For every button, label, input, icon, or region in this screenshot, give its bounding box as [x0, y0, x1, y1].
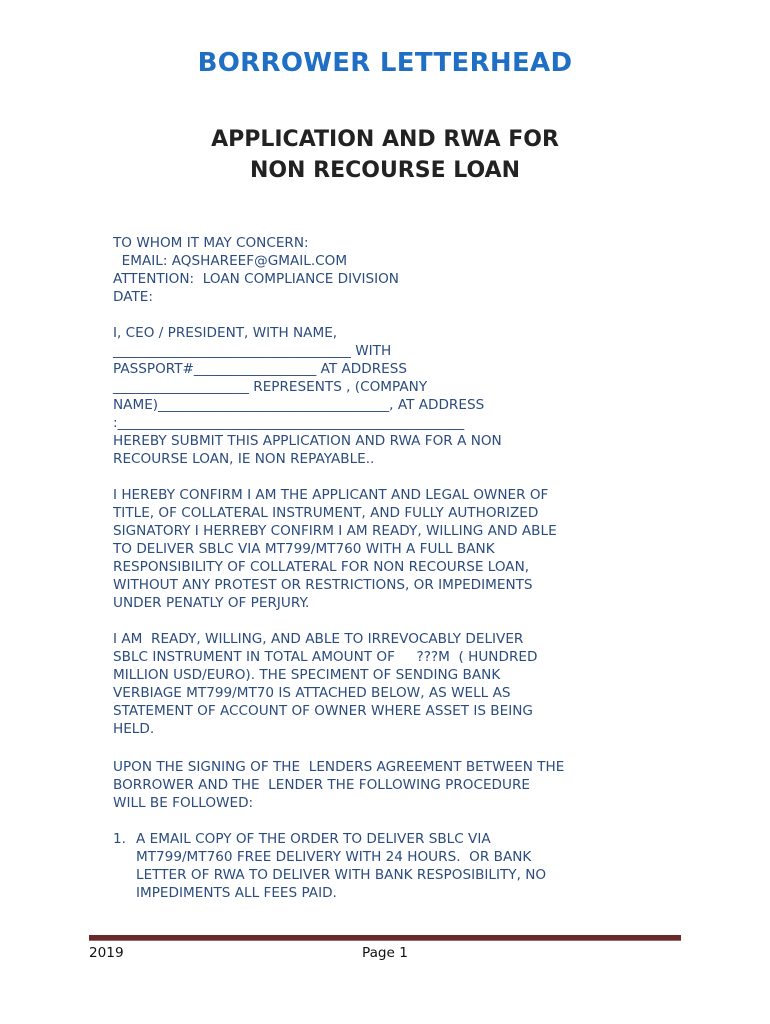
salutation-line: TO WHOM IT MAY CONCERN: — [113, 235, 309, 251]
list-item-number: 1. — [113, 831, 126, 847]
confirmation-line: TITLE, OF COLLATERAL INSTRUMENT, AND FULLY AUTHORIZED — [113, 505, 539, 521]
declaration-line: PASSPORT#__________________ AT ADDRESS — [113, 361, 407, 377]
declaration-line: I, CEO / PRESIDENT, WITH NAME, — [113, 325, 338, 341]
declaration-line: ___________________________________ WITH — [113, 343, 392, 359]
declaration-line: ____________________ REPRESENTS , (COMPANY — [113, 379, 428, 395]
list-item-text — [136, 830, 546, 902]
footer-year: 2019 — [89, 945, 124, 961]
readiness-line: MILLION USD/EURO). THE SPECIMENT OF SENDING BANK — [113, 667, 501, 683]
letterhead-heading: BORROWER LETTERHEAD — [197, 48, 573, 78]
confirmation-line: UNDER PENATLY OF PERJURY. — [113, 595, 310, 611]
confirmation-line: SIGNATORY I HERREBY CONFIRM I AM READY, WILLING AND ABLE — [113, 523, 557, 539]
email-line: EMAIL: AQSHAREEF@GMAIL.COM — [113, 253, 348, 269]
confirmation-line: I HEREBY CONFIRM I AM THE APPLICANT AND LEGAL OWNER OF — [113, 487, 549, 503]
procedure-intro-paragraph — [113, 758, 623, 812]
declaration-line: HEREBY SUBMIT THIS APPLICATION AND RWA FOR A NON — [113, 433, 502, 449]
procedure-intro-line: WILL BE FOLLOWED: — [113, 795, 254, 811]
declaration-line: :___________________________________________________ — [113, 415, 465, 431]
list-item-line: A EMAIL COPY OF THE ORDER TO DELIVER SBLC VIA — [136, 831, 491, 847]
confirmation-line: TO DELIVER SBLC VIA MT799/MT760 WITH A FULL BANK — [113, 541, 495, 557]
document-title — [0, 124, 770, 186]
procedure-intro-line: UPON THE SIGNING OF THE LENDERS AGREEMENT BETWEEN THE — [113, 759, 565, 775]
attention-line: ATTENTION: LOAN COMPLIANCE DIVISION — [113, 271, 399, 287]
confirmation-paragraph — [113, 486, 623, 612]
date-line: DATE: — [113, 289, 153, 305]
list-item-line: IMPEDIMENTS ALL FEES PAID. — [136, 885, 337, 901]
readiness-line: I AM READY, WILLING, AND ABLE TO IRREVOCABLY DELIVER — [113, 631, 524, 647]
procedure-intro-line: BORROWER AND THE LENDER THE FOLLOWING PROCEDURE — [113, 777, 531, 793]
document-title-line-2: NON RECOURSE LOAN — [249, 158, 521, 183]
document-title-line-1: APPLICATION AND RWA FOR — [211, 127, 559, 152]
readiness-line: STATEMENT OF ACCOUNT OF OWNER WHERE ASSET IS BEING — [113, 703, 533, 719]
list-item-line: MT799/MT760 FREE DELIVERY WITH 24 HOURS. OR BANK — [136, 849, 532, 865]
readiness-line: SBLC INSTRUMENT IN TOTAL AMOUNT OF ???M ( HUNDRED — [113, 649, 538, 665]
salutation-block — [113, 234, 623, 306]
declaration-paragraph — [113, 324, 623, 468]
declaration-line: RECOURSE LOAN, IE NON REPAYABLE.. — [113, 451, 375, 467]
readiness-paragraph — [113, 630, 623, 738]
readiness-line: HELD. — [113, 721, 155, 737]
confirmation-line: WITHOUT ANY PROTEST OR RESTRICTIONS, OR IMPEDIMENTS — [113, 577, 533, 593]
confirmation-line: RESPONSIBILITY OF COLLATERAL FOR NON RECOURSE LOAN, — [113, 559, 530, 575]
declaration-line: NAME)__________________________________, AT ADDRESS — [113, 397, 485, 413]
list-item-line: LETTER OF RWA TO DELIVER WITH BANK RESPOSIBILITY, NO — [136, 867, 547, 883]
readiness-line: VERBIAGE MT799/MT70 IS ATTACHED BELOW, AS WELL AS — [113, 685, 511, 701]
footer-divider — [89, 935, 681, 941]
footer-page-number: Page 1 — [362, 945, 408, 961]
